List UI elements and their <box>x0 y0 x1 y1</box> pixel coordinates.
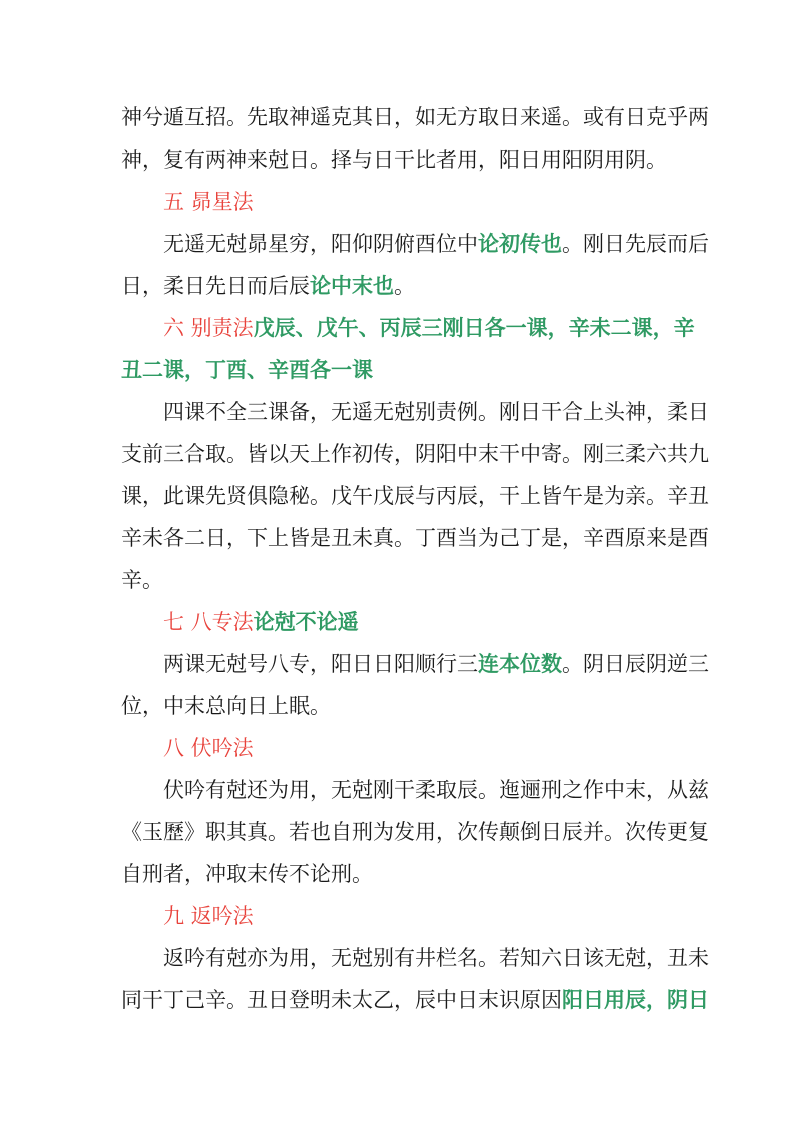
body-line <box>121 439 709 469</box>
section-title: 五 昴星法 <box>163 190 254 214</box>
body-text: 伏吟有尅还为用，无尅刚干柔取辰。迤逦刑之作中末，从兹 <box>163 778 709 802</box>
annotation-text: 丑二课，丁酉、辛酉各一课 <box>121 357 373 382</box>
body-text: 自刑者，冲取末传不论刑。 <box>121 862 373 886</box>
annotation-text: 论中末也 <box>310 273 394 298</box>
body-text: 课，此课先贤俱隐秘。戊午戊辰与丙辰，干上皆午是为亲。辛丑 <box>121 484 709 508</box>
body-line <box>121 817 709 847</box>
body-text: 。 <box>394 274 415 298</box>
section-heading-8 <box>163 733 673 763</box>
body-text: 神，复有两神来尅日。择与日干比者用，阳日用阳阴用阴。 <box>121 148 667 172</box>
annotation-text: 阳日用辰，阴日 <box>562 987 709 1012</box>
annotation-text: 连本位数 <box>478 651 562 676</box>
body-line <box>121 102 709 132</box>
body-line <box>163 397 709 427</box>
section-heading-9 <box>163 901 673 931</box>
body-text: 辛未各二日，下上皆是丑未真。丁酉当为己丁是，辛酉原来是酉 <box>121 526 709 550</box>
section-title: 六 别责法 <box>163 316 254 340</box>
section-heading-6 <box>163 313 695 343</box>
body-line <box>121 523 709 553</box>
body-text: 。阴日辰阴逆三 <box>562 652 709 676</box>
body-line <box>121 985 709 1015</box>
body-text: 四课不全三课备，无遥无尅别责例。刚日干合上头神，柔日 <box>163 400 709 424</box>
body-text: 辛。 <box>121 568 163 592</box>
body-text: 位，中末总向日上眠。 <box>121 694 331 718</box>
body-text: 《玉歷》职其真。若也自刑为发用，次传颠倒日辰并。次传更复 <box>121 820 709 844</box>
section-heading-7 <box>163 607 673 637</box>
body-text: 。刚日先辰而后 <box>562 232 709 256</box>
annotation-text: 论初传也 <box>478 231 562 256</box>
body-text: 无遥无尅昴星穷，阳仰阴俯酉位中 <box>163 232 478 256</box>
body-text: 同干丁己辛。丑日登明未太乙，辰中日末识原因 <box>121 988 562 1012</box>
section-title: 八 伏吟法 <box>163 736 254 760</box>
section-title: 九 返吟法 <box>163 904 254 928</box>
body-line <box>121 859 673 889</box>
body-line <box>163 775 709 805</box>
body-line <box>163 649 709 679</box>
annotation-line <box>121 355 673 385</box>
annotation-text: 论尅不论遥 <box>253 609 359 634</box>
annotation-text: 戊辰、戊午、丙辰三刚日各一课，辛未二课，辛 <box>253 315 695 340</box>
body-text: 日，柔日先日而后辰 <box>121 274 310 298</box>
section-title: 七 八专法 <box>163 610 254 634</box>
body-line <box>121 271 673 301</box>
body-line <box>121 565 673 595</box>
body-text: 返吟有尅亦为用，无尅别有井栏名。若知六日该无尅，丑未 <box>163 946 709 970</box>
body-text: 两课无尅号八专，阳日日阳顺行三 <box>163 652 478 676</box>
body-line <box>163 943 709 973</box>
section-heading-5 <box>163 187 673 217</box>
body-text: 神兮遁互招。先取神遥克其日，如无方取日来遥。或有日克乎两 <box>121 105 709 129</box>
body-line <box>121 481 709 511</box>
body-line <box>121 691 673 721</box>
body-line <box>121 145 673 175</box>
body-text: 支前三合取。皆以天上作初传，阴阳中末干中寄。刚三柔六共九 <box>121 442 709 466</box>
body-line <box>163 229 709 259</box>
